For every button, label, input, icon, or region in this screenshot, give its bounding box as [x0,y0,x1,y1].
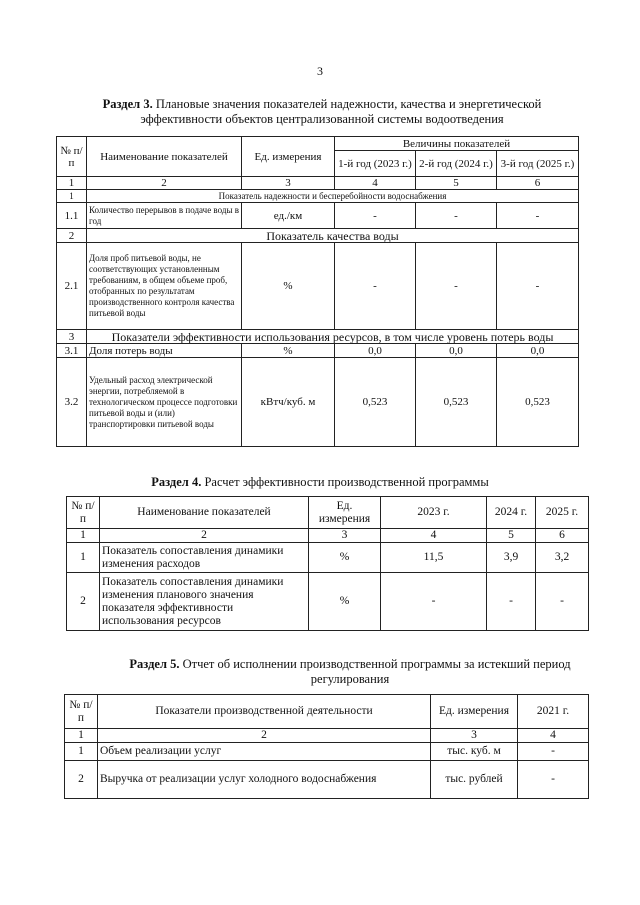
row-number: 2.1 [57,243,87,330]
col-number: 3 [431,729,518,743]
header-name: Наименование показателей [87,137,242,177]
col-number: 5 [416,177,497,190]
col-number: 2 [98,729,431,743]
col-number: 6 [536,529,589,543]
row-value: - [381,573,487,631]
row-value: - [335,243,416,330]
row-unit: тыс. куб. м [431,743,518,761]
row-number: 1.1 [57,203,87,229]
header-year-1: 1-й год (2023 г.) [335,151,416,177]
row-value: - [518,743,589,761]
col-number: 4 [381,529,487,543]
header-unit: Ед. измерения [309,497,381,529]
col-number: 4 [335,177,416,190]
section5-title [110,657,590,687]
row-value: - [518,761,589,799]
row-value: 0,523 [335,358,416,447]
header-year-2: 2-й год (2024 г.) [416,151,497,177]
row-name: Доля потерь воды [87,344,242,358]
section4-title-text: Расчет эффективности производственной программы [201,475,489,489]
col-number: 3 [242,177,335,190]
section4-title-bold: Раздел 4. [151,475,202,489]
header-num: № п/п [65,695,98,729]
row-name: Доля проб питьевой воды, не соответствующих установленным требованиям, в общем объеме проб, отобранных по результатам производственного контроля качества питьевой воды [87,243,242,330]
header-year-3: 2025 г. [536,497,589,529]
row-value: - [487,573,536,631]
col-number: 6 [497,177,579,190]
row-unit: тыс. рублей [431,761,518,799]
row-number: 2 [65,761,98,799]
section5-title-bold: Раздел 5. [129,657,180,671]
row-unit: кВтч/куб. м [242,358,335,447]
row-value: - [536,573,589,631]
header-year-1: 2021 г. [518,695,589,729]
row-name: Количество перерывов в подаче воды в год [87,203,242,229]
header-values-group: Величины показателей [335,137,579,151]
row-unit: % [242,344,335,358]
row-unit: % [242,243,335,330]
row-unit: % [309,573,381,631]
row-value: - [497,203,579,229]
header-unit: Ед. измерения [431,695,518,729]
section3-title-text: Плановые значения показателей надежности, качества и энергетической эффективности объектов централизованной системы водоотведения [140,97,542,126]
col-number: 4 [518,729,589,743]
section4-table [66,496,589,631]
page-number: 3 [317,64,323,78]
row-unit: ед./км [242,203,335,229]
group-title: Показатель качества воды [87,229,579,243]
row-name: Выручка от реализации услуг холодного водоснабжения [98,761,431,799]
header-year-1: 2023 г. [381,497,487,529]
group-number: 1 [57,190,87,203]
row-name: Показатель сопоставления динамики изменения планового значения показателя эффективности использования ресурсов [100,573,309,631]
row-value: 0,0 [497,344,579,358]
header-year-3: 3-й год (2025 г.) [497,151,579,177]
col-number: 1 [57,177,87,190]
row-number: 1 [65,743,98,761]
row-value: 11,5 [381,543,487,573]
col-number: 5 [487,529,536,543]
row-number: 3.1 [57,344,87,358]
col-number: 1 [67,529,100,543]
row-unit: % [309,543,381,573]
section3-table [56,136,579,447]
row-name: Удельный расход электрической энергии, потребляемой в технологическом процессе подготовки питьевой воды и (или) транспортировки питьевой воды [87,358,242,447]
row-value: - [416,243,497,330]
row-number: 2 [67,573,100,631]
row-name: Показатель сопоставления динамики изменения расходов [100,543,309,573]
header-num: № п/п [67,497,100,529]
section3-title-bold: Раздел 3. [102,97,153,111]
row-number: 3.2 [57,358,87,447]
row-value: 0,523 [416,358,497,447]
header-unit: Ед. измерения [242,137,335,177]
row-number: 1 [67,543,100,573]
header-name: Показатели производственной деятельности [98,695,431,729]
row-value: 3,9 [487,543,536,573]
row-value: - [497,243,579,330]
row-value: - [335,203,416,229]
row-name: Объем реализации услуг [98,743,431,761]
col-number: 3 [309,529,381,543]
row-value: 0,523 [497,358,579,447]
row-value: - [416,203,497,229]
row-value: 3,2 [536,543,589,573]
group-number: 3 [57,330,87,344]
row-value: 0,0 [416,344,497,358]
group-title: Показатель надежности и бесперебойности водоснабжения [87,190,579,203]
section5-table [64,694,589,799]
col-number: 2 [100,529,309,543]
header-name: Наименование показателей [100,497,309,529]
col-number: 1 [65,729,98,743]
row-value: 0,0 [335,344,416,358]
group-number: 2 [57,229,87,243]
header-year-2: 2024 г. [487,497,536,529]
col-number: 2 [87,177,242,190]
section5-title-text: Отчет об исполнении производственной программы за истекший период регулирования [179,657,571,686]
section3-title [82,97,562,127]
section4-title [60,475,580,490]
group-title: Показатели эффективности использования ресурсов, в том числе уровень потерь воды [87,330,579,344]
header-num: № п/п [57,137,87,177]
